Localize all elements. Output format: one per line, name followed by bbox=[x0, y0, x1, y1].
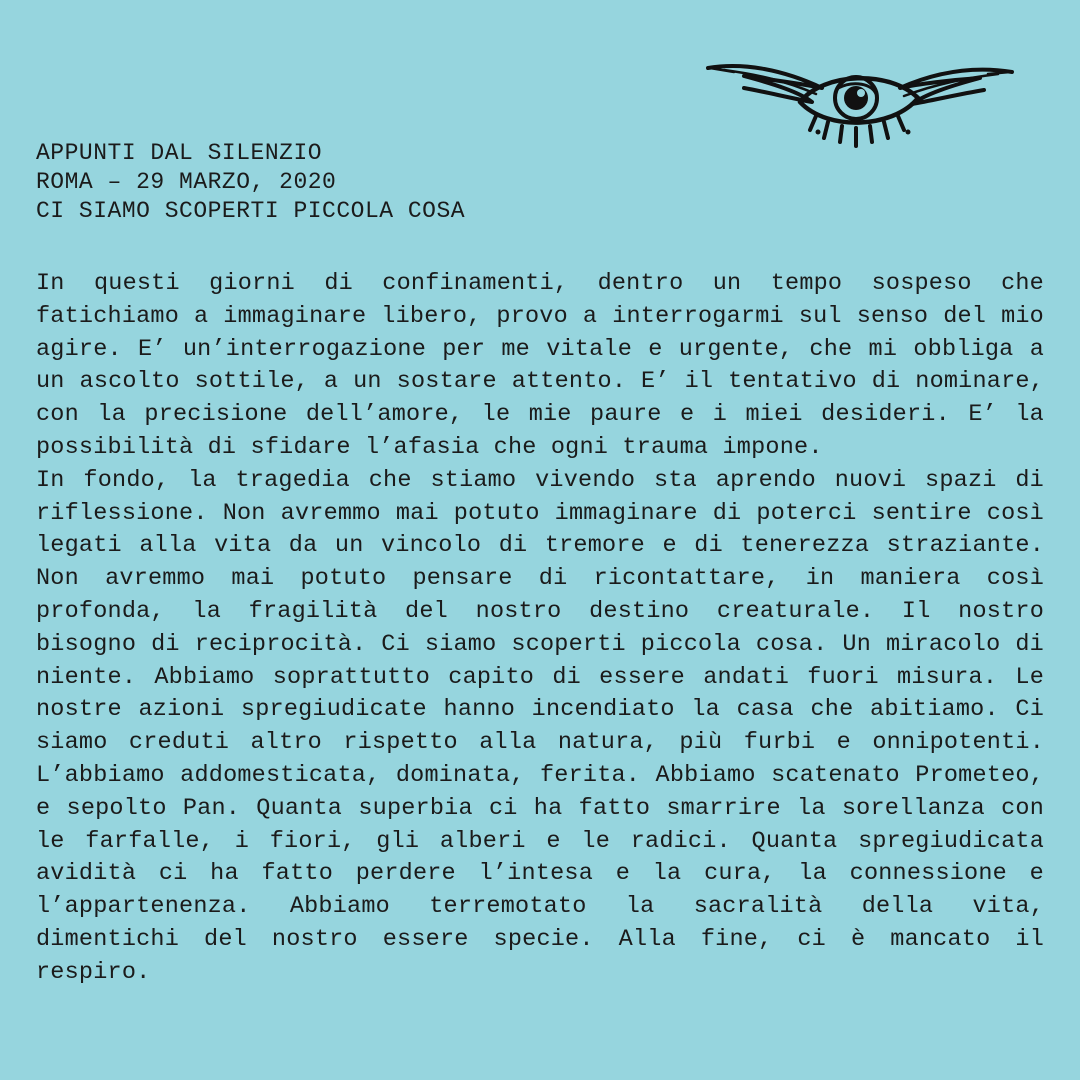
paragraph-2: In fondo, la tragedia che stiamo vivendo sta aprendo nuovi spazi di riflessione. Non avremmo mai potuto immaginare di poterci sentire così legati alla vita da un vincolo di tremore e di tenerezza straziante. Non avremmo mai potuto pensare di ricontattare, in maniera così profonda, la fragilità del nostro destino creaturale. Il nostro bisogno di reciprocità. Ci siamo scoperti piccola cosa. Un miracolo di niente. Abbiamo soprattutto capito di essere andati fuori misura. Le nostre azioni spregiudicate hanno incendiato la casa che abitiamo. Ci siamo creduti altro rispetto alla natura, più furbi e onnipotenti. L’abbiamo addomesticata, dominata, ferita. Abbiamo scatenato Prometeo, e sepolto Pan. Quanta superbia ci ha fatto smarrire la sorellanza con le farfalle, i fiori, gli alberi e le radici. Quanta spregiudicata avidità ci ha fatto perdere l’intesa e la cura, la connessione e l’appartenenza. Abbiamo terremotato la sacralità della vita, dimentichi del nostro essere specie. Alla fine, ci è mancato il respiro. bbox=[36, 466, 1044, 986]
header-title: APPUNTI DAL SILENZIO bbox=[36, 140, 323, 166]
document-header bbox=[36, 139, 1046, 226]
body-text bbox=[36, 268, 1044, 990]
header-subtitle: CI SIAMO SCOPERTI PICCOLA COSA bbox=[36, 198, 466, 224]
paragraph-1: In questi giorni di confinamenti, dentro un tempo sospeso che fatichiamo a immaginare libero, provo a interrogarmi sul senso del mio agire. E’ un’interrogazione per me vitale e urgente, che mi obbliga a un ascolto sottile, a un sostare attento. E’ il tentativo di nominare, con la precisione dell’amore, le mie paure e i miei desideri. E’ la possibilità di sfidare l’afasia che ogni trauma impone. bbox=[36, 270, 1044, 461]
header-place-date: ROMA – 29 MARZO, 2020 bbox=[36, 169, 337, 195]
